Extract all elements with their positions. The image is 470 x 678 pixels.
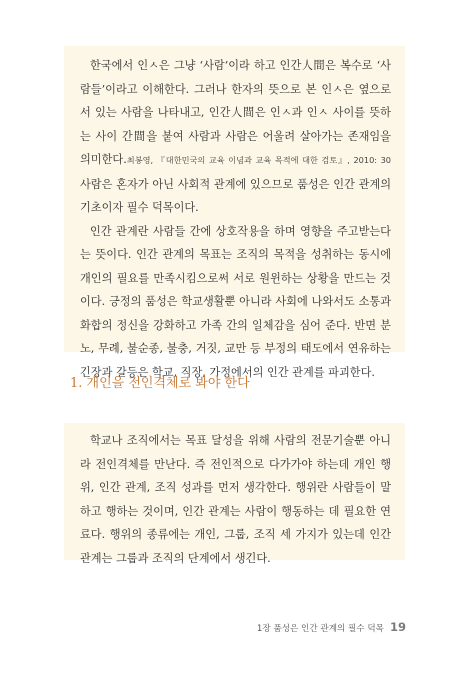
paragraph-relationship: 인간 관계란 사람들 간에 상호작용을 하며 영향을 주고받는다는 뜻이다. 인간 관계의 목표는 조직의 목적을 성취하는 동시에 개인의 필요를 만족시킴으로써 서로 원윈하는 상황을 만드는 것이다. 긍정의 품성은 학교생활뿐 아니라 사회에 나와서도 소통과 화합의 정신을 강화하고 가족 간의 일체감을 심어 준다. 반면 분노, 무례, 불순종, 불충, 거짓, 교만 등 부정의 태도에서 연유하는 긴장과 갈등은 학교, 직장, 가정에서의 인간 관계를 파괴한다. xyxy=(80,224,391,379)
intro-text-box xyxy=(64,46,405,379)
paragraph-part1: 한국에서 인ㅅ은 그냥 ‘사람’이라 하고 인간人間은 복수로 ‘사람들’이라고 이해한다. 그러나 한자의 뜻으로 본 인ㅅ은 옆으로 서 있는 사람을 나타내고, 인간人間은 인ㅅ과 인ㅅ 사이를 뜻하는 사이 간間을 붙여 사람과 사람은 어울려 살아가는 존재임을 의미한다. xyxy=(80,59,391,166)
section-heading: 1. 개인을 전인격체로 봐야 한다 xyxy=(70,376,250,391)
citation: 최봉영, 『대한민국의 교육 이념과 교육 목적에 대한 검토』, 2010: 30 xyxy=(126,155,391,165)
paragraph-whole-person: 학교나 조직에서는 목표 달성을 위해 사람의 전문기술뿐 아니라 전인격체를 만난다. 즉 전인적으로 다가가야 하는데 개인 행위, 인간 관계, 조직 성과를 먼저 생각한다. 행위란 사람들이 말하고 행하는 것이며, 인간 관계는 사람이 행동하는 데 필요한 연료다. 행위의 종류에는 개인, 그룹, 조직 세 가지가 있는데 인간 관계는 그룹과 조직의 단계에서 생긴다. xyxy=(80,434,391,565)
section-text-box xyxy=(64,423,405,565)
page-footer xyxy=(257,620,406,634)
paragraph-human-definition xyxy=(80,54,391,220)
page-number: 19 xyxy=(389,620,406,634)
paragraph-part2: 사람은 혼자가 아닌 사회적 관계에 있으므로 품성은 인간 관계의 기초이자 필수 덕목이다. xyxy=(80,177,391,214)
chapter-title: 1장 품성은 인간 관계의 필수 덕목 xyxy=(256,624,384,634)
